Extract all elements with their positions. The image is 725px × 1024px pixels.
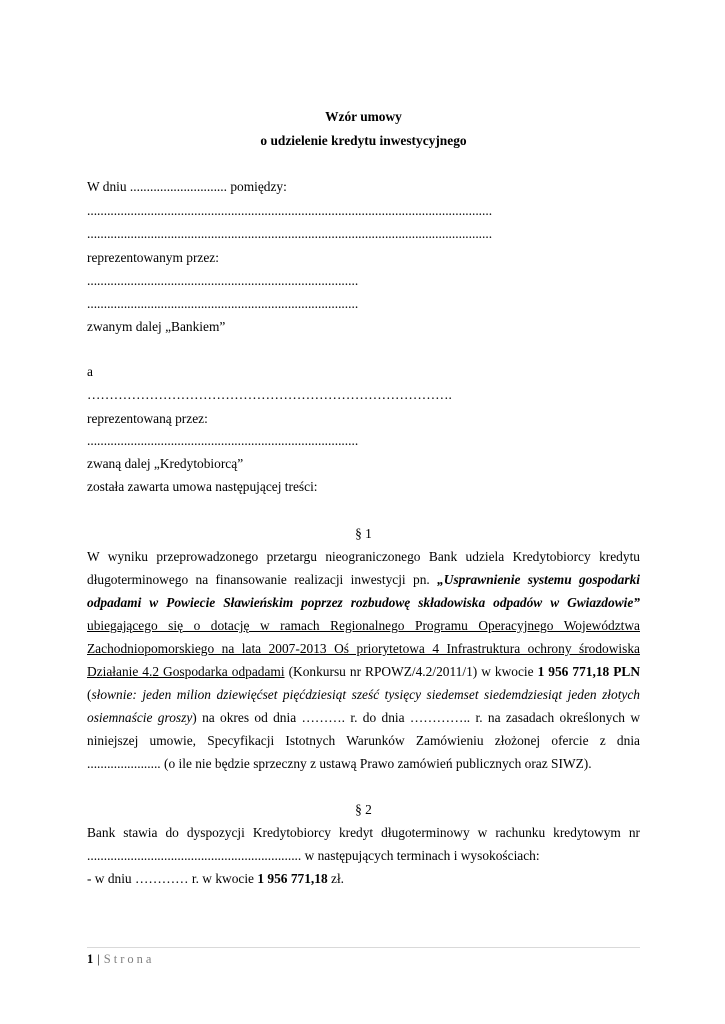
contract-intro: została zawarta umowa następującej treści: xyxy=(87,479,318,494)
page-label: Strona xyxy=(103,952,155,966)
section-1-text: (Konkursu nr RPOWZ/4.2/2011/1) w kwocie xyxy=(284,664,538,679)
section-2-line: Bank stawia do dyspozycji Kredytobiorcy kredyt długoterminowy w rachunku kredytowym nr xyxy=(87,825,640,840)
represented-by-label: reprezentowanym przez: xyxy=(87,250,219,265)
section-1-heading: § 1 xyxy=(355,526,372,541)
page-number: 1 xyxy=(87,952,94,966)
document-title: Wzór umowy xyxy=(325,109,402,124)
section-2-line: ................................................................ w następujących terminach i wysokościach: xyxy=(87,848,540,863)
section-1-line: niniejszej umowie, Specyfikacji Istotnych Warunków Zamówieniu złożonej ofercie z dnia xyxy=(87,733,640,748)
section-2-line xyxy=(87,871,344,887)
represented-by-label: reprezentowaną przez: xyxy=(87,411,208,426)
amount-in-words: słownie: jeden milion dziewięćset pięćdziesiąt sześć tysięcy siedemset siedemdziesiąt jeden złotych xyxy=(91,687,640,702)
section-1-line: ...................... (o ile nie będzie sprzeczny z ustawą Prawo zamówień publicznych oraz SIWZ). xyxy=(87,756,592,771)
page-footer xyxy=(87,951,154,967)
section-1-line xyxy=(87,664,640,680)
investment-name: odpadami w Powiecie Sławieńskim poprzez rozbudowę składowiska odpadów w Gwiazdowie” xyxy=(87,595,640,610)
section-1-line: ubiegającego się o dotację w ramach Regionalnego Programu Operacyjnego Województwa xyxy=(87,618,640,633)
section-1-text: ( xyxy=(87,687,92,702)
investment-name: „Usprawnienie systemu gospodarki xyxy=(437,572,640,587)
section-1-line xyxy=(87,572,640,588)
date-line: W dniu ............................. pomiędzy: xyxy=(87,179,287,194)
footer-divider xyxy=(87,947,640,948)
section-1-text: długoterminowego na finansowanie realizacji inwestycji pn. xyxy=(87,572,438,587)
section-2-heading: § 2 xyxy=(355,802,372,817)
measure-name: Działanie 4.2 Gospodarka odpadami xyxy=(87,664,285,679)
section-2-text: zł. xyxy=(327,871,345,886)
representative-blank-line: ................................................................................. xyxy=(87,433,359,448)
representative-blank-line: ................................................................................. xyxy=(87,273,359,288)
document-subtitle: o udzielenie kredytu inwestycyjnego xyxy=(260,133,467,148)
section-1-line: W wyniku przeprowadzonego przetargu nieograniczonego Bank udziela Kredytobiorcy kredytu xyxy=(87,549,640,564)
section-2-text: - w dniu ………… r. w kwocie xyxy=(87,871,258,886)
section-1-line: Zachodniopomorskiego na lata 2007-2013 Oś priorytetowa 4 Infrastruktura ochrony środowiska xyxy=(87,641,640,656)
party2-blank-line: ………………………………………………………………………. xyxy=(87,387,452,402)
section-1-line xyxy=(87,687,640,703)
loan-amount: 1 956 771,18 PLN xyxy=(537,664,641,679)
amount-in-words: osiemnaście groszy xyxy=(87,710,193,725)
footer-separator: | xyxy=(97,952,100,966)
party1-blank-line: ......................................................................................................................... xyxy=(87,226,493,241)
representative-blank-line: ................................................................................. xyxy=(87,296,359,311)
section-1-text: ) na okres od dnia ………. r. do dnia ………….. r. na zasadach określonych w xyxy=(192,710,640,725)
conjunction: a xyxy=(87,364,93,379)
section-1-line xyxy=(87,710,640,726)
party1-blank-line: ......................................................................................................................... xyxy=(87,203,493,218)
bank-designation: zwanym dalej „Bankiem” xyxy=(87,319,226,334)
loan-amount: 1 956 771,18 xyxy=(257,871,328,886)
borrower-designation: zwaną dalej „Kredytobiorcą” xyxy=(87,456,244,471)
